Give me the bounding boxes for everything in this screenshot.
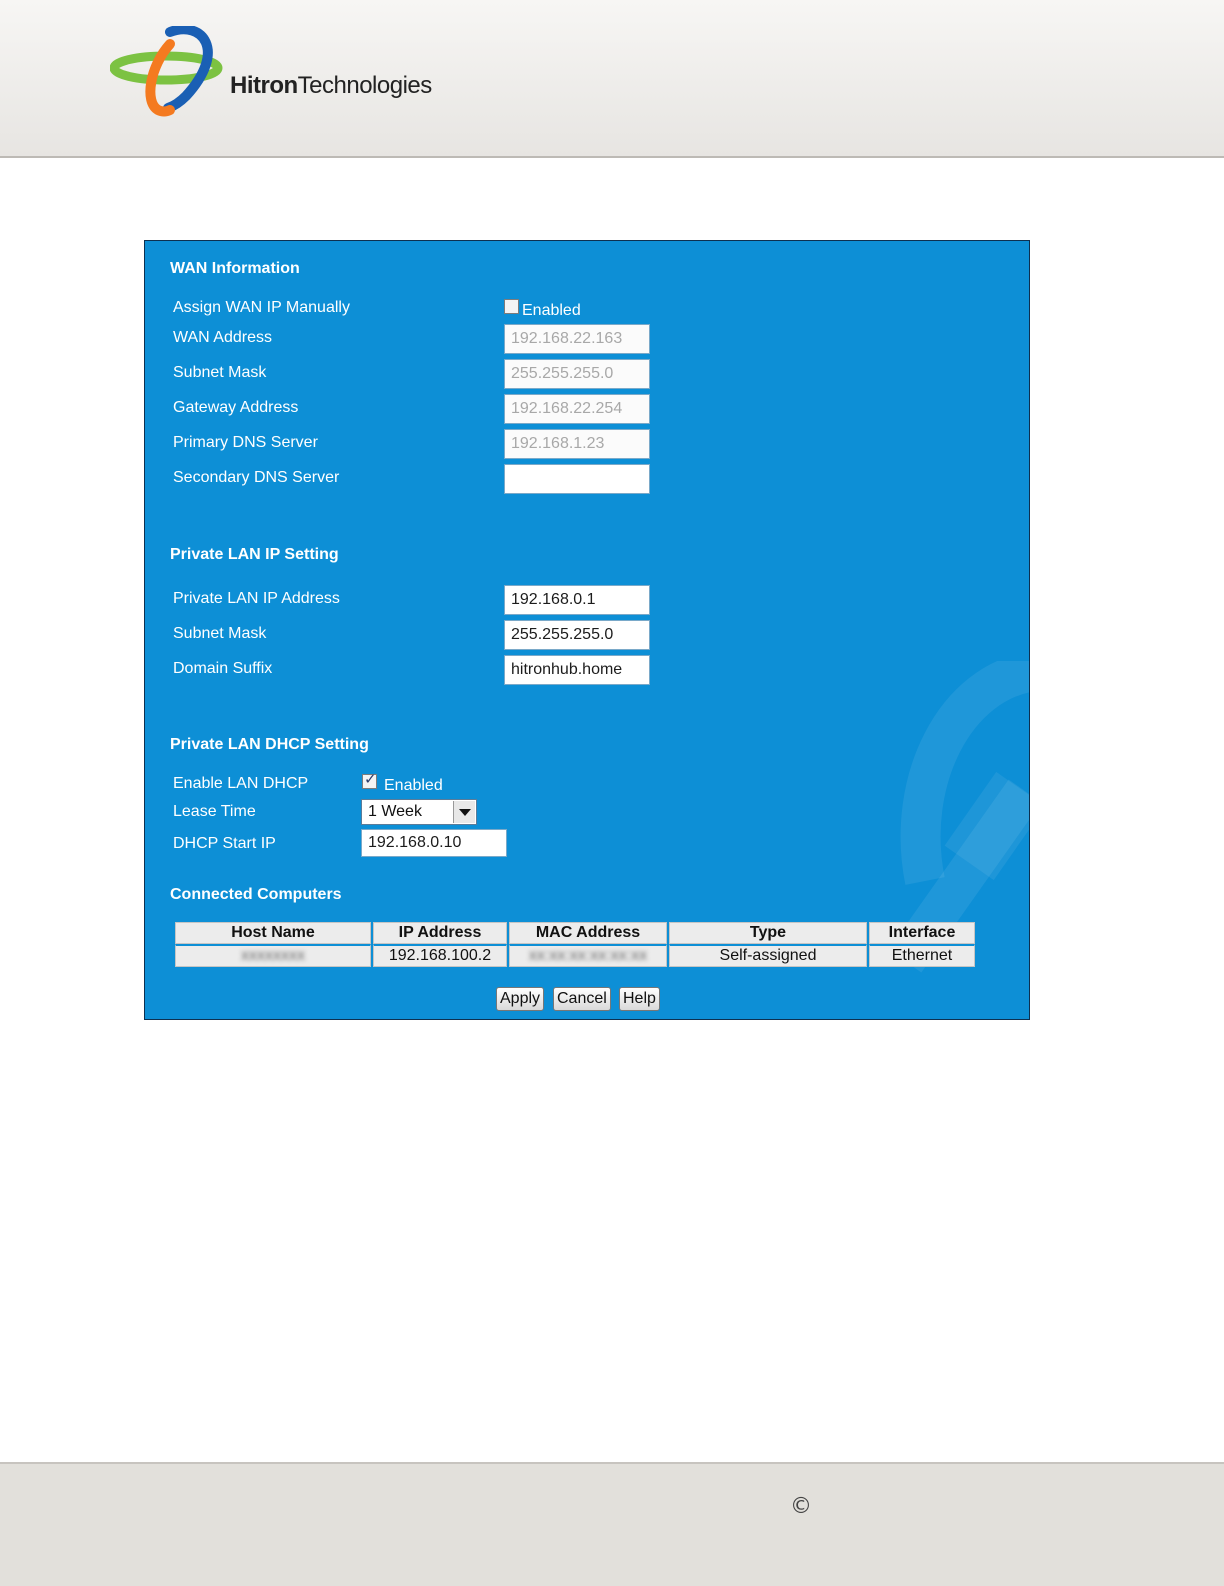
lan-subnet-mask-label: Subnet Mask [173,625,267,642]
connected-computers-table [173,922,977,967]
table-header-row [175,922,975,944]
page-footer [0,1462,1224,1586]
host-name-cell [175,944,371,967]
wan-subnet-mask-label: Subnet Mask [173,364,267,381]
domain-suffix-field[interactable]: hitronhub.home [504,655,650,685]
enable-dhcp-checkbox[interactable] [362,774,377,789]
lease-time-value: 1 Week [368,803,422,820]
column-header-host-name: Host Name [175,922,371,944]
lease-time-label: Lease Time [173,803,256,820]
dhcp-section-title: Private LAN DHCP Setting [170,736,369,753]
wan-section-title: WAN Information [170,260,300,277]
host-name-value: xxxxxxxx [241,947,305,964]
connected-computers-title: Connected Computers [170,886,342,903]
primary-dns-label: Primary DNS Server [173,434,318,451]
type-cell: Self-assigned [669,944,867,967]
column-header-type: Type [669,922,867,944]
dhcp-start-ip-label: DHCP Start IP [173,835,276,852]
lan-subnet-mask-field[interactable]: 255.255.255.0 [504,620,650,650]
mac-address-cell [509,944,667,967]
secondary-dns-field[interactable] [504,464,650,494]
ip-address-cell: 192.168.100.2 [373,944,507,967]
table-row [175,944,975,967]
lan-ip-address-field[interactable]: 192.168.0.1 [504,585,650,615]
gateway-address-field[interactable]: 192.168.22.254 [504,394,650,424]
apply-button[interactable]: Apply [496,987,544,1011]
mac-address-value: xx:xx:xx:xx:xx:xx [528,947,648,964]
column-header-interface: Interface [869,922,975,944]
dhcp-start-ip-field[interactable]: 192.168.0.10 [361,829,507,857]
lan-setup-panel [144,240,1030,1020]
help-button[interactable]: Help [619,987,660,1011]
enable-dhcp-label: Enable LAN DHCP [173,775,309,792]
wan-address-label: WAN Address [173,329,272,346]
cancel-button[interactable]: Cancel [553,987,611,1011]
enable-dhcp-enabled-label: Enabled [384,777,443,794]
chevron-down-icon[interactable] [453,801,475,823]
domain-suffix-label: Domain Suffix [173,660,273,677]
interface-cell: Ethernet [869,944,975,967]
hitron-logo [110,26,440,122]
lease-time-select[interactable] [361,799,477,825]
brand-name: HitronTechnologies [230,72,432,99]
column-header-ip-address: IP Address [373,922,507,944]
column-header-mac-address: MAC Address [509,922,667,944]
lan-ip-address-label: Private LAN IP Address [173,590,340,607]
assign-wan-manually-enabled-label: Enabled [522,302,581,319]
gateway-address-label: Gateway Address [173,399,299,416]
lan-section-title: Private LAN IP Setting [170,546,339,563]
secondary-dns-label: Secondary DNS Server [173,469,340,486]
page-header [0,0,1224,158]
assign-wan-manually-checkbox[interactable] [504,299,519,314]
copyright-icon: © [790,1494,812,1519]
assign-wan-manually-label: Assign WAN IP Manually [173,299,350,316]
primary-dns-field[interactable]: 192.168.1.23 [504,429,650,459]
hitron-swoosh-icon [110,26,230,122]
wan-address-field[interactable]: 192.168.22.163 [504,324,650,354]
wan-subnet-mask-field[interactable]: 255.255.255.0 [504,359,650,389]
